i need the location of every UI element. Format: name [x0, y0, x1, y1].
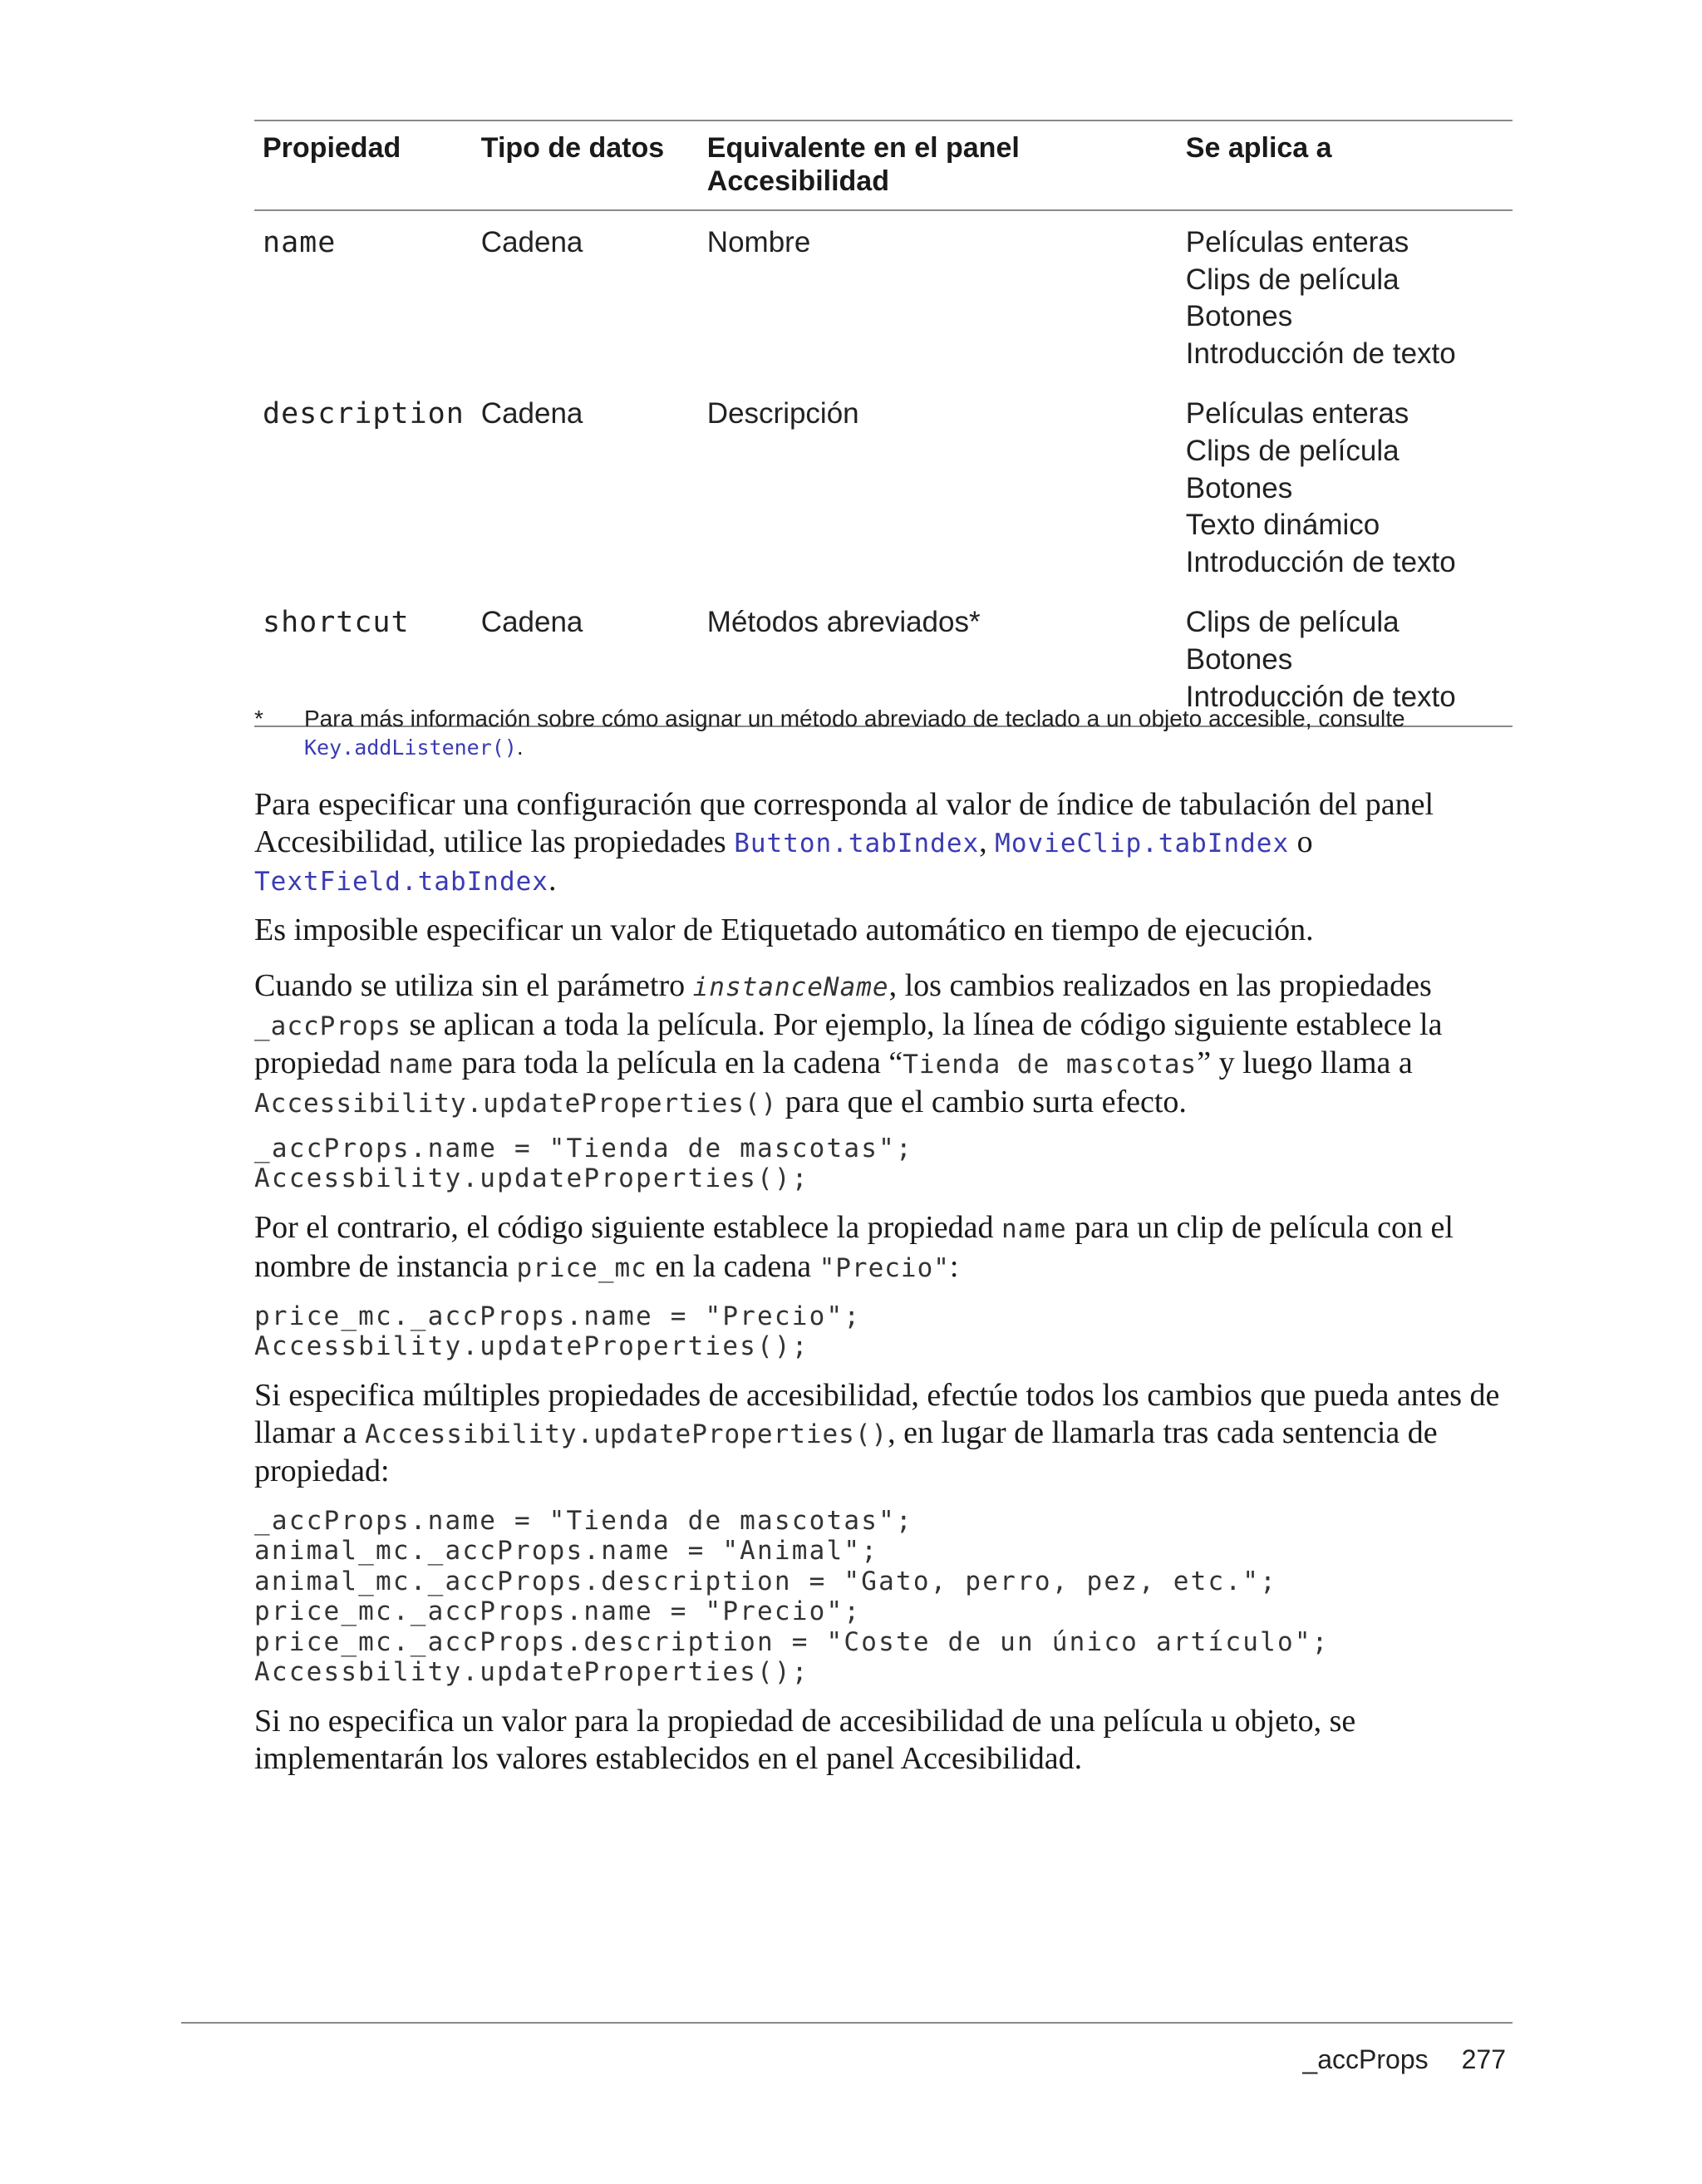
property-cell: name	[263, 226, 337, 259]
footnote-body: Para más información sobre cómo asignar un método abreviado de teclado a un objeto accesible, consulte	[304, 706, 1405, 731]
applies-to-item: Clips de película	[1185, 263, 1399, 296]
code-line: Accessbility.updateProperties();	[254, 1163, 809, 1194]
footer-section-title: _accProps	[1302, 2044, 1429, 2074]
code-line: Accessbility.updateProperties();	[254, 1331, 809, 1362]
code-line: price_mc._accProps.name = "Precio";	[254, 1301, 862, 1331]
type-cell: Cadena	[480, 226, 583, 258]
applies-to-item: Botones	[1185, 642, 1293, 676]
text-run: ” y luego llama a	[1197, 1045, 1413, 1080]
footnote-mark: *	[254, 706, 263, 731]
text-run: .	[548, 863, 557, 898]
column-header-equivalent: Equivalente en el panel Accesibilidad	[699, 121, 1178, 210]
property-cell: description	[263, 397, 465, 431]
text-run: en la cadena	[647, 1248, 819, 1284]
paragraph-instance-name	[254, 967, 1513, 1122]
table-footnote	[254, 705, 1513, 762]
code-block	[254, 1134, 1513, 1194]
applies-to-cell	[1178, 382, 1513, 591]
movieclip-tabindex-link[interactable]: MovieClip.tabIndex	[995, 828, 1290, 858]
footnote-end: .	[516, 734, 524, 760]
code-block	[254, 1506, 1513, 1687]
text-run: Cuando se utiliza sin el parámetro	[254, 968, 693, 1003]
type-cell: Cadena	[480, 397, 583, 430]
inline-code: "Precio"	[819, 1252, 950, 1283]
applies-to-item: Botones	[1185, 300, 1293, 333]
page-footer	[1302, 2044, 1506, 2075]
text-run: ,	[979, 824, 996, 859]
text-run: para un clip de película con el nombre de instancia	[254, 1210, 1454, 1284]
applies-to-item: Introducción de texto	[1185, 545, 1456, 578]
paragraph-multiple-properties	[254, 1377, 1513, 1490]
properties-table	[254, 120, 1513, 727]
inline-code: Tienda de mascotas	[903, 1050, 1198, 1080]
code-line: _accProps.name = "Tienda de mascotas";	[254, 1506, 913, 1536]
text-run: Por el contrario, el código siguiente establece la propiedad	[254, 1210, 1002, 1245]
table-row	[254, 210, 1513, 382]
equivalent-cell: Nombre	[706, 226, 811, 258]
inline-code: Accessibility.updateProperties()	[254, 1088, 778, 1119]
code-line: Accessbility.updateProperties();	[254, 1657, 809, 1688]
text-run: :	[949, 1248, 959, 1284]
text-run: , los cambios realizados en las propiedades	[888, 968, 1432, 1003]
code-line: animal_mc._accProps.description = "Gato, perro, pez, etc.";	[254, 1566, 1277, 1596]
text-run: Para especificar una configuración que corresponda al valor de índice de tabulación del panel Accesibilidad, utilice las propiedades	[254, 787, 1434, 859]
key-addlistener-link[interactable]: Key.addListener()	[304, 735, 517, 760]
column-header-type: Tipo de datos	[473, 121, 699, 210]
applies-to-item: Texto dinámico	[1185, 509, 1380, 542]
inline-code: _accProps	[254, 1011, 401, 1041]
table-row	[254, 382, 1513, 591]
code-line: _accProps.name = "Tienda de mascotas";	[254, 1134, 913, 1163]
paragraph-price-mc	[254, 1209, 1513, 1286]
equivalent-cell: Descripción	[706, 397, 859, 430]
equivalent-cell: Métodos abreviados*	[699, 591, 1178, 726]
applies-to-item: Botones	[1185, 471, 1293, 504]
applies-to-item: Clips de película	[1185, 606, 1399, 639]
text-run: se aplican a toda la película. Por ejemplo, la línea de código siguiente establece la propiedad	[254, 1006, 1443, 1080]
table-header-row	[254, 121, 1513, 210]
button-tabindex-link[interactable]: Button.tabIndex	[734, 828, 980, 858]
inline-code: price_mc	[516, 1252, 647, 1283]
applies-to-cell	[1178, 210, 1513, 382]
code-line: animal_mc._accProps.name = "Animal";	[254, 1536, 879, 1567]
page-number: 277	[1461, 2044, 1506, 2074]
textfield-tabindex-link[interactable]: TextField.tabIndex	[254, 867, 548, 897]
code-line: price_mc._accProps.name = "Precio";	[254, 1596, 862, 1627]
type-cell: Cadena	[473, 591, 699, 726]
text-run: para que el cambio surta efecto.	[777, 1084, 1187, 1119]
inline-code: name	[1001, 1214, 1067, 1244]
paragraph-autolabel: Es imposible especificar un valor de Etiquetado automático en tiempo de ejecución.	[254, 912, 1314, 947]
inline-code: name	[388, 1050, 455, 1080]
paragraph-default-values: Si no especifica un valor para la propiedad de accesibilidad de una película u objeto, se implementarán los valores establecidos en el panel Accesibilidad.	[254, 1704, 1356, 1776]
applies-to-item: Introducción de texto	[1185, 337, 1456, 370]
column-header-applies-to: Se aplica a	[1178, 121, 1513, 210]
text-run: Si especifica múltiples propiedades de accesibilidad, efectúe todos los cambios que pueda antes de llamar a	[254, 1378, 1500, 1450]
applies-to-item: Películas enteras	[1185, 397, 1409, 430]
text-run: o	[1289, 824, 1313, 859]
text-run: , en lugar de llamarla tras cada sentencia de propiedad:	[254, 1414, 1438, 1488]
property-cell: shortcut	[254, 591, 473, 726]
applies-to-item: Introducción de texto	[1185, 680, 1456, 713]
paragraph-tabindex	[254, 786, 1513, 901]
code-block	[254, 1301, 1513, 1362]
footer-divider	[181, 2022, 1513, 2024]
code-line: price_mc._accProps.description = "Coste de un único artículo";	[254, 1626, 1330, 1657]
text-run: para toda la película en la cadena “	[454, 1045, 903, 1080]
inline-code: Accessibility.updateProperties()	[364, 1419, 888, 1449]
footnote-text	[304, 705, 1513, 762]
applies-to-item: Películas enteras	[1185, 226, 1409, 258]
column-header-property: Propiedad	[254, 121, 473, 210]
inline-code: instanceName	[692, 972, 889, 1002]
applies-to-item: Clips de película	[1185, 434, 1399, 467]
